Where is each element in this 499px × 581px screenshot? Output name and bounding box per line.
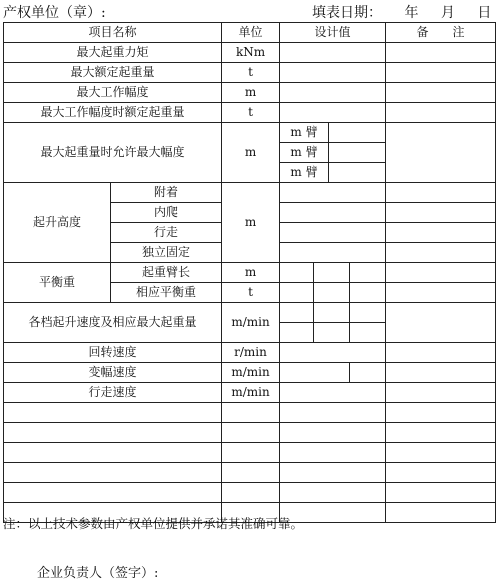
- remark-cell[interactable]: [386, 383, 496, 403]
- blank-row: [4, 443, 496, 463]
- design-value-cell[interactable]: [280, 63, 386, 83]
- design-value-cell[interactable]: [280, 383, 386, 403]
- arm-label: m 臂: [280, 143, 329, 162]
- row-label: 最大起重量时允许最大幅度: [4, 123, 222, 183]
- blank-cell[interactable]: [280, 463, 386, 483]
- table-row: [4, 263, 496, 283]
- blank-cell[interactable]: [280, 443, 386, 463]
- owner-label: 产权单位（章）:: [3, 5, 106, 21]
- col-header-unit: 单位: [222, 23, 280, 43]
- row-unit: r/min: [222, 343, 280, 363]
- row-unit: m: [222, 83, 280, 103]
- sub-label: 行走: [111, 223, 222, 243]
- design-value-cell[interactable]: [350, 263, 386, 283]
- row-label: 最大起重力矩: [4, 43, 222, 63]
- arm-length-cell[interactable]: [280, 143, 386, 163]
- day-label: 日: [477, 5, 492, 21]
- row-label: 最大工作幅度时额定起重量: [4, 103, 222, 123]
- design-value-cell[interactable]: [280, 263, 314, 283]
- row-unit: m: [222, 263, 280, 283]
- blank-cell[interactable]: [222, 403, 280, 423]
- table-row: [4, 183, 496, 203]
- remark-cell[interactable]: [386, 63, 496, 83]
- blank-row: [4, 483, 496, 503]
- row-unit: kNm: [222, 43, 280, 63]
- design-value-cell[interactable]: [350, 323, 386, 343]
- blank-cell[interactable]: [280, 403, 386, 423]
- row-unit: m/min: [222, 303, 280, 343]
- remark-cell[interactable]: [386, 303, 496, 343]
- design-value-cell[interactable]: [350, 363, 386, 383]
- col-header-remark: 备 注: [386, 23, 496, 43]
- blank-cell[interactable]: [386, 503, 496, 523]
- blank-row: [4, 403, 496, 423]
- design-value-cell[interactable]: [280, 343, 386, 363]
- col-header-design: 设计值: [280, 23, 386, 43]
- blank-cell[interactable]: [222, 423, 280, 443]
- blank-cell[interactable]: [4, 463, 222, 483]
- table-row: [4, 123, 496, 143]
- blank-row: [4, 463, 496, 483]
- blank-cell[interactable]: [386, 403, 496, 423]
- remark-cell[interactable]: [386, 263, 496, 283]
- remark-cell[interactable]: [386, 363, 496, 383]
- date-label-text: 填表日期：: [312, 5, 382, 21]
- remark-cell[interactable]: [386, 83, 496, 103]
- sub-label: 相应平衡重: [111, 283, 222, 303]
- blank-cell[interactable]: [280, 483, 386, 503]
- year-label: 年: [404, 5, 419, 21]
- blank-cell[interactable]: [222, 443, 280, 463]
- date-label: [312, 2, 491, 22]
- blank-cell[interactable]: [386, 423, 496, 443]
- row-unit: m/min: [222, 383, 280, 403]
- table-row: [4, 303, 496, 323]
- remark-cell[interactable]: [386, 103, 496, 123]
- header-row: [4, 23, 496, 43]
- design-value-cell[interactable]: [314, 323, 350, 343]
- table-row: [4, 383, 496, 403]
- row-label: 变幅速度: [4, 363, 222, 383]
- signer-label: 企业负责人（签字）:: [37, 566, 159, 581]
- design-value-cell[interactable]: [280, 203, 386, 223]
- remark-cell[interactable]: [386, 283, 496, 303]
- arm-value-cell[interactable]: [329, 143, 386, 162]
- row-label: 行走速度: [4, 383, 222, 403]
- blank-cell[interactable]: [280, 423, 386, 443]
- blank-cell[interactable]: [386, 463, 496, 483]
- design-value-cell[interactable]: [350, 303, 386, 323]
- blank-row: [4, 423, 496, 443]
- table-row: [4, 363, 496, 383]
- blank-cell[interactable]: [4, 483, 222, 503]
- design-value-cell[interactable]: [280, 43, 386, 63]
- row-label: 各档起升速度及相应最大起重量: [4, 303, 222, 343]
- design-value-cell[interactable]: [280, 363, 350, 383]
- remark-cell[interactable]: [386, 223, 496, 243]
- blank-cell[interactable]: [386, 483, 496, 503]
- row-unit: m: [222, 123, 280, 183]
- design-value-cell[interactable]: [280, 103, 386, 123]
- row-unit: t: [222, 283, 280, 303]
- design-value-cell[interactable]: [280, 183, 386, 203]
- design-value-cell[interactable]: [350, 283, 386, 303]
- arm-length-cell[interactable]: [280, 123, 386, 143]
- footnote: 注：以上技术参数由产权单位提供并承诺其准确可靠。: [3, 516, 304, 531]
- row-label: 回转速度: [4, 343, 222, 363]
- remark-cell[interactable]: [386, 183, 496, 203]
- sub-label: 内爬: [111, 203, 222, 223]
- arm-value-cell[interactable]: [329, 163, 386, 182]
- design-value-cell[interactable]: [280, 323, 314, 343]
- table-row: [4, 343, 496, 363]
- row-unit: t: [222, 103, 280, 123]
- remark-cell[interactable]: [386, 203, 496, 223]
- sub-label: 起重臂长: [111, 263, 222, 283]
- arm-label: m 臂: [280, 163, 329, 182]
- remark-cell[interactable]: [386, 123, 496, 183]
- row-unit: m: [222, 183, 280, 263]
- row-label: 最大额定起重量: [4, 63, 222, 83]
- blank-cell[interactable]: [222, 463, 280, 483]
- blank-cell[interactable]: [4, 443, 222, 463]
- design-value-cell[interactable]: [314, 283, 350, 303]
- blank-cell[interactable]: [222, 483, 280, 503]
- blank-cell[interactable]: [4, 423, 222, 443]
- col-header-item: 项目名称: [4, 23, 222, 43]
- design-value-cell[interactable]: [314, 303, 350, 323]
- arm-label: m 臂: [280, 123, 329, 142]
- arm-value-cell[interactable]: [329, 123, 386, 142]
- remark-cell[interactable]: [386, 343, 496, 363]
- parameter-table: [3, 22, 496, 523]
- table-row: [4, 83, 496, 103]
- design-value-cell[interactable]: [280, 83, 386, 103]
- table-row: [4, 103, 496, 123]
- table-row: [4, 63, 496, 83]
- remark-cell[interactable]: [386, 243, 496, 263]
- month-label: 月: [440, 5, 455, 21]
- sub-label: 独立固定: [111, 243, 222, 263]
- design-value-cell[interactable]: [314, 263, 350, 283]
- row-label: 起升高度: [4, 183, 111, 263]
- design-value-cell[interactable]: [280, 243, 386, 263]
- design-value-cell[interactable]: [280, 303, 314, 323]
- row-unit: m/min: [222, 363, 280, 383]
- design-value-cell[interactable]: [280, 283, 314, 303]
- arm-length-cell[interactable]: [280, 163, 386, 183]
- design-value-cell[interactable]: [280, 223, 386, 243]
- blank-cell[interactable]: [386, 443, 496, 463]
- sub-label: 附着: [111, 183, 222, 203]
- row-unit: t: [222, 63, 280, 83]
- table-row: [4, 43, 496, 63]
- remark-cell[interactable]: [386, 43, 496, 63]
- row-label: 最大工作幅度: [4, 83, 222, 103]
- row-label: 平衡重: [4, 263, 111, 303]
- blank-cell[interactable]: [4, 403, 222, 423]
